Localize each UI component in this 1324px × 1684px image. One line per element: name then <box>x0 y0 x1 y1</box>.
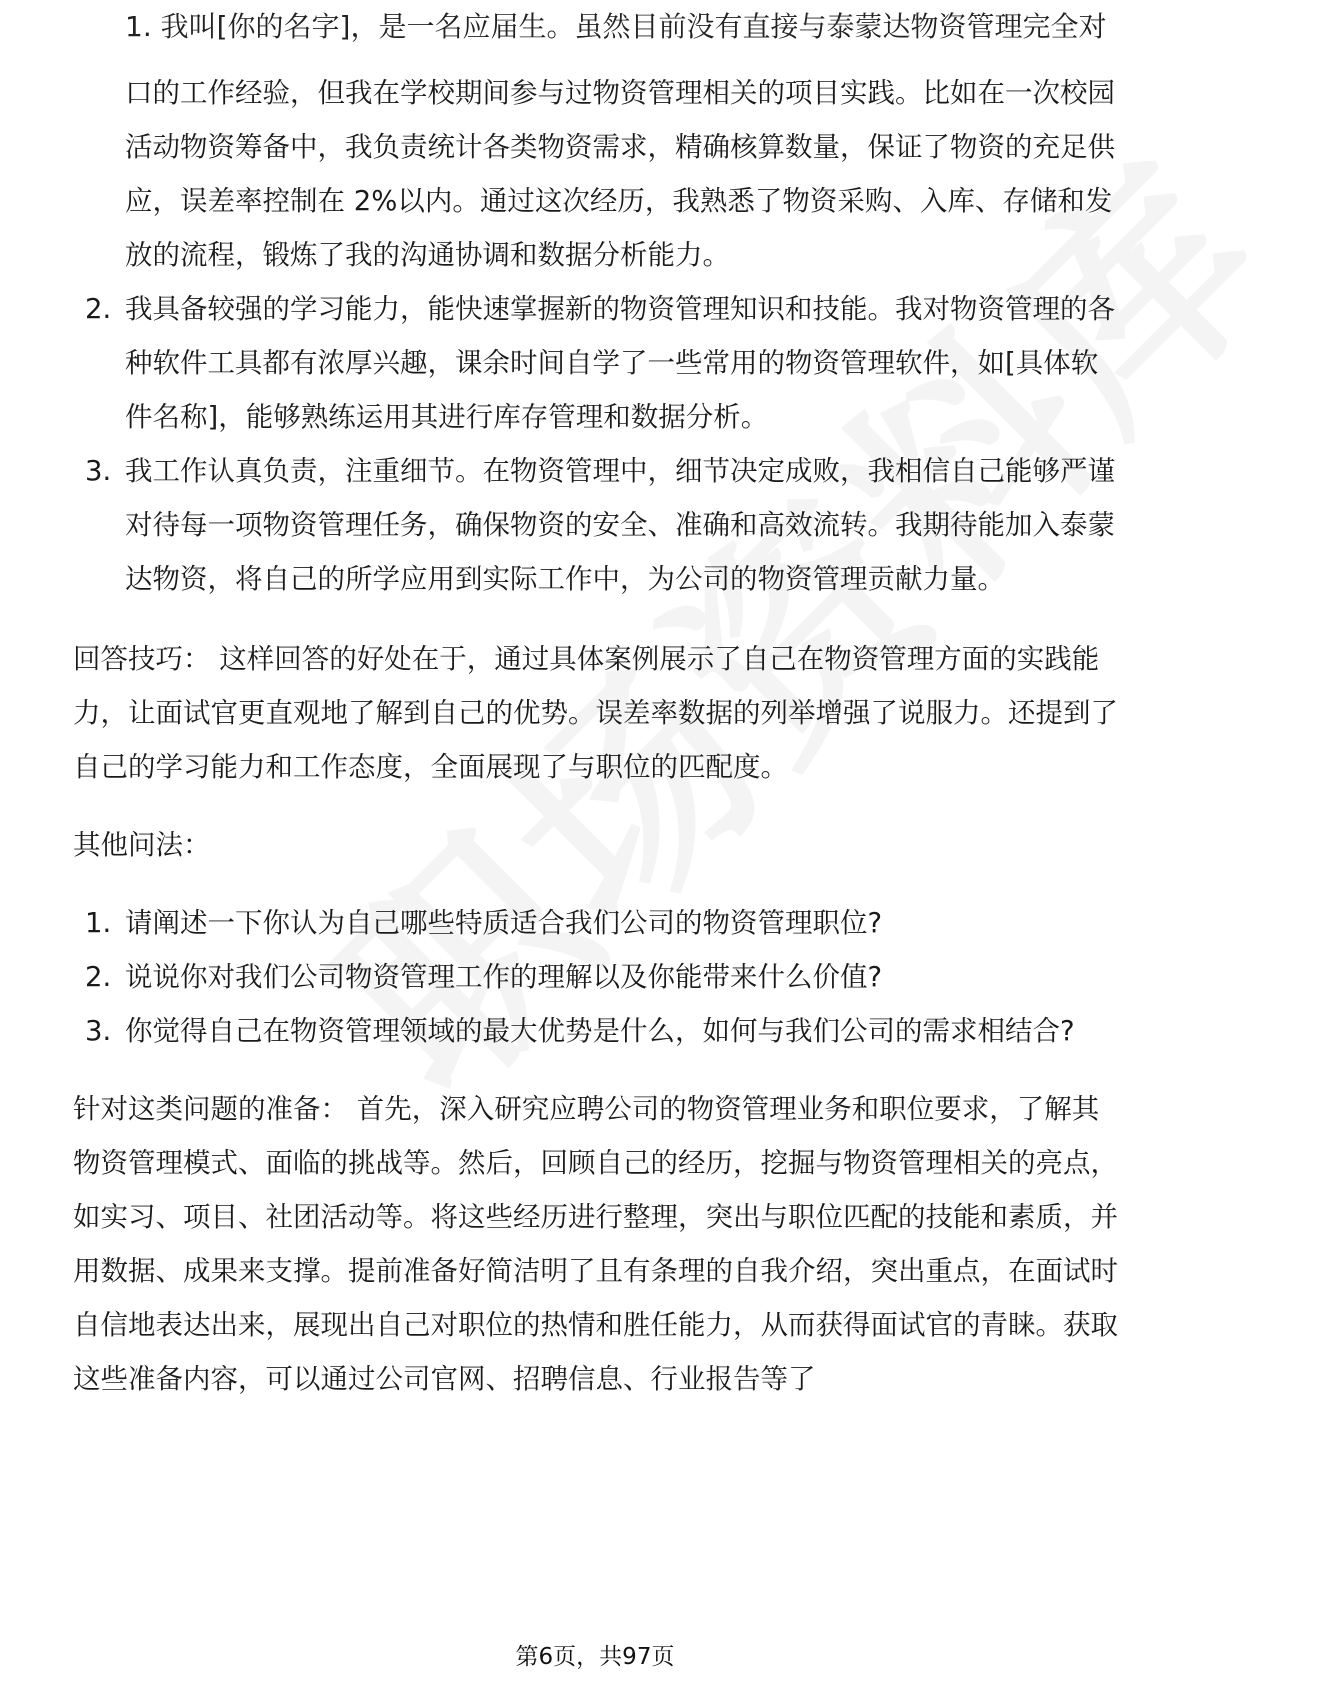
other-question-item: 3. 你觉得自己在物资管理领域的最大优势是什么，如何与我们公司的需求相结合? <box>73 1004 1125 1058</box>
answer-tips-paragraph: 回答技巧： 这样回答的好处在于，通过具体案例展示了自己在物资管理方面的实践能力，让面试官更直观地了解到自己的优势。误差率数据的列举增强了说服力。还提到了自己的学习能力和工作态度，全面展现了与职位的匹配度。 <box>73 643 1118 783</box>
other-question-item: 1. 请阐述一下你认为自己哪些特质适合我们公司的物资管理职位? <box>73 896 1125 950</box>
answer-item-3: 3. 我工作认真负责，注重细节。在物资管理中，细节决定成败，我相信自己能够严谨对待每一项物资管理任务，确保物资的安全、准确和高效流转。我期待能加入泰蒙达物资，将自己的所学应用到实际工作中，为公司的物资管理贡献力量。 <box>73 444 1125 606</box>
answer-item-1-continuation: 口的工作经验，但我在学校期间参与过物资管理相关的项目实践。比如在一次校园活动物资筹备中，我负责统计各类物资需求，精确核算数量，保证了物资的充足供应，误差率控制在 2%以内。通过这次经历，我熟悉了物资采购、入库、存储和发放的流程，锻炼了我的沟通协调和数据分析能力。 <box>125 77 1115 271</box>
list-number: 3. <box>85 455 112 487</box>
answer-list <box>73 66 1125 606</box>
page-number-footer: 第6页，共97页 <box>515 1644 675 1670</box>
list-number: 3. <box>85 1015 112 1047</box>
preparation-paragraph: 针对这类问题的准备： 首先，深入研究应聘公司的物资管理业务和职位要求，了解其物资管理模式、面临的挑战等。然后，回顾自己的经历，挖掘与物资管理相关的亮点，如实习、项目、社团活动等。将这些经历进行整理，突出与职位匹配的技能和素质，并用数据、成果来支撑。提前准备好简洁明了且有条理的自我介绍，突出重点，在面试时自信地表达出来，展现出自己对职位的热情和胜任能力，从而获得面试官的青睐。获取这些准备内容，可以通过公司官网、招聘信息、行业报告等了 <box>73 1093 1118 1395</box>
list-number: 1. <box>85 907 112 939</box>
cut-off-top-line: 1. 我叫[你的名字]，是一名应届生。虽然目前没有直接与泰蒙达物资管理完全对 <box>125 10 1107 43</box>
answer-item-2: 2. 我具备较强的学习能力，能快速掌握新的物资管理知识和技能。我对物资管理的各种软件工具都有浓厚兴趣，课余时间自学了一些常用的物资管理软件，如[具体软件名称]，能够熟练运用其进行库存管理和数据分析。 <box>73 282 1125 444</box>
other-questions-heading: 其他问法： <box>73 829 211 861</box>
page-content <box>73 10 1125 1406</box>
other-question-item: 2. 说说你对我们公司物资管理工作的理解以及你能带来什么价值? <box>73 950 1125 1004</box>
list-number: 2. <box>85 293 112 325</box>
list-number: 2. <box>85 961 112 993</box>
other-questions-list <box>73 896 1125 1058</box>
